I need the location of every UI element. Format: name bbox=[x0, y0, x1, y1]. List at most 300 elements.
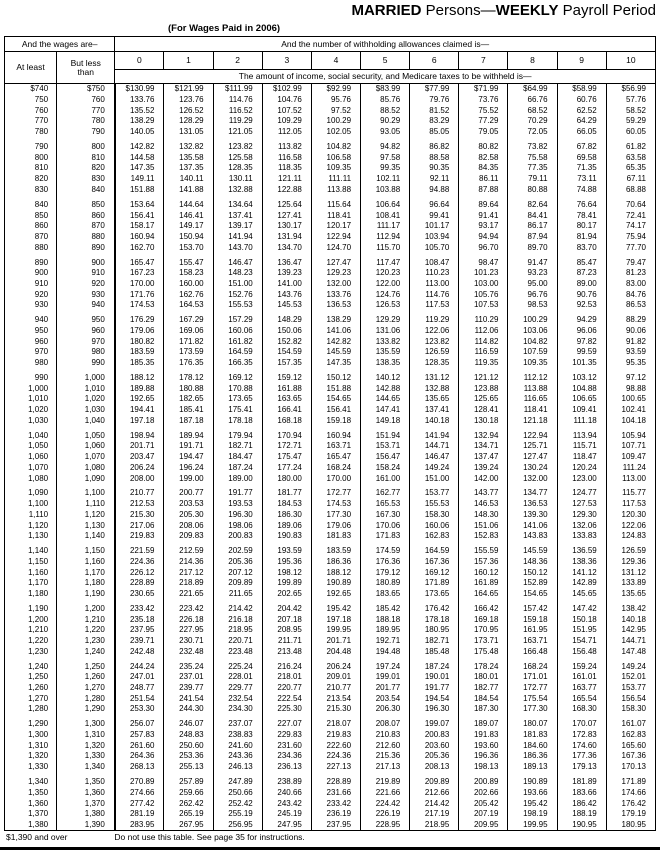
tax-amount: 116.59 bbox=[459, 347, 508, 358]
table-row bbox=[5, 373, 656, 384]
tax-amount: 252.42 bbox=[213, 798, 262, 809]
tax-amount: 104.82 bbox=[508, 336, 557, 347]
wage-but-less-than: 1,070 bbox=[57, 452, 115, 463]
tax-amount: 177.30 bbox=[508, 704, 557, 715]
tax-amount: 145.65 bbox=[557, 589, 606, 600]
tax-amount: 218.95 bbox=[213, 625, 262, 636]
tax-amount: 170.13 bbox=[606, 762, 655, 773]
tax-amount: 132.88 bbox=[213, 184, 262, 195]
tax-amount: 244.24 bbox=[115, 661, 164, 672]
tax-amount: 122.88 bbox=[262, 184, 311, 195]
tax-amount: 198.94 bbox=[115, 430, 164, 441]
wage-but-less-than: 1,150 bbox=[57, 546, 115, 557]
wage-at-least: 1,040 bbox=[28, 430, 49, 440]
tax-amount: 230.65 bbox=[115, 589, 164, 600]
wage-but-less-than: 810 bbox=[57, 152, 115, 163]
tax-amount: 90.35 bbox=[410, 163, 459, 174]
tax-amount: 94.29 bbox=[557, 315, 606, 326]
table-row bbox=[5, 510, 656, 521]
tax-amount: 201.77 bbox=[361, 683, 410, 694]
tax-amount: 243.36 bbox=[213, 751, 262, 762]
tax-amount: 107.71 bbox=[606, 441, 655, 452]
tax-amount: 199.95 bbox=[311, 625, 360, 636]
tax-amount: 122.00 bbox=[361, 279, 410, 290]
tax-amount: 163.71 bbox=[311, 441, 360, 452]
tax-amount: 160.12 bbox=[459, 567, 508, 578]
wage-but-less-than: $750 bbox=[57, 84, 115, 95]
wage-but-less-than: 1,030 bbox=[57, 405, 115, 416]
tax-amount: 195.42 bbox=[508, 798, 557, 809]
title-persons: Persons— bbox=[421, 2, 496, 19]
tax-amount: 73.76 bbox=[459, 95, 508, 106]
tax-amount: 117.53 bbox=[606, 499, 655, 510]
tax-amount: 165.47 bbox=[311, 452, 360, 463]
tax-amount: 179.06 bbox=[115, 326, 164, 337]
table-row bbox=[5, 557, 656, 568]
wage-at-least: 1,340 bbox=[28, 777, 49, 787]
tax-amount: 220.77 bbox=[262, 683, 311, 694]
allowances-header: And the number of withholding allowances claimed is— bbox=[115, 37, 656, 52]
tax-amount: 118.41 bbox=[508, 405, 557, 416]
tax-amount: 195.42 bbox=[311, 604, 360, 615]
wage-at-least: 1,250 bbox=[28, 672, 49, 682]
tax-amount: 186.42 bbox=[557, 798, 606, 809]
tax-amount: 100.65 bbox=[606, 394, 655, 405]
tax-amount: 64.29 bbox=[557, 116, 606, 127]
tax-amount: 225.24 bbox=[213, 661, 262, 672]
wage-but-less-than: 850 bbox=[57, 199, 115, 210]
tax-amount: 131.05 bbox=[164, 127, 213, 138]
tax-amount: 177.30 bbox=[311, 510, 360, 521]
wage-at-least: 1,320 bbox=[28, 751, 49, 761]
table-row bbox=[5, 441, 656, 452]
tax-amount: 178.24 bbox=[459, 661, 508, 672]
wage-at-least: $740 bbox=[30, 84, 49, 94]
tax-amount: 156.41 bbox=[115, 210, 164, 221]
tax-amount: 146.41 bbox=[164, 210, 213, 221]
tax-amount: 137.35 bbox=[164, 163, 213, 174]
table-row bbox=[5, 531, 656, 542]
tax-amount: 153.77 bbox=[410, 488, 459, 499]
tax-amount: 236.13 bbox=[262, 762, 311, 773]
tax-amount: 201.71 bbox=[115, 441, 164, 452]
wage-at-least: 1,370 bbox=[28, 809, 49, 819]
tax-amount: 161.89 bbox=[459, 578, 508, 589]
tax-amount: 119.29 bbox=[410, 315, 459, 326]
tax-amount: 197.18 bbox=[115, 415, 164, 426]
table-row bbox=[5, 405, 656, 416]
wage-but-less-than: 970 bbox=[57, 336, 115, 347]
table-row bbox=[5, 672, 656, 683]
tax-amount: 222.60 bbox=[311, 740, 360, 751]
wage-at-least: 830 bbox=[34, 184, 49, 194]
tax-amount: 136.47 bbox=[262, 257, 311, 268]
tax-amount: 143.83 bbox=[508, 531, 557, 542]
tax-amount: 170.00 bbox=[311, 473, 360, 484]
tax-amount: 126.53 bbox=[361, 300, 410, 311]
wage-but-less-than: 860 bbox=[57, 210, 115, 221]
tax-amount: 174.66 bbox=[606, 788, 655, 799]
tax-amount: 217.06 bbox=[115, 520, 164, 531]
tax-amount: 203.47 bbox=[115, 452, 164, 463]
tax-amount: 178.18 bbox=[410, 614, 459, 625]
tax-amount: 180.00 bbox=[262, 473, 311, 484]
tax-amount: 103.06 bbox=[508, 326, 557, 337]
tax-amount: 200.83 bbox=[213, 531, 262, 542]
tax-amount: 188.12 bbox=[311, 567, 360, 578]
tax-amount: 190.83 bbox=[262, 531, 311, 542]
tax-amount: 188.18 bbox=[361, 614, 410, 625]
tax-amount: 215.30 bbox=[311, 704, 360, 715]
tax-amount: $64.99 bbox=[508, 84, 557, 95]
table-row bbox=[5, 499, 656, 510]
tax-amount: 205.36 bbox=[213, 557, 262, 568]
wage-but-less-than: 1,050 bbox=[57, 430, 115, 441]
tax-amount: 94.94 bbox=[459, 232, 508, 243]
tax-amount: 71.35 bbox=[557, 163, 606, 174]
tax-amount: 148.36 bbox=[508, 557, 557, 568]
allowance-col-5: 5 bbox=[361, 52, 410, 70]
tax-amount: 235.24 bbox=[164, 661, 213, 672]
tax-amount: 134.77 bbox=[508, 488, 557, 499]
wage-at-least: 1,070 bbox=[28, 462, 49, 472]
tax-amount: 138.35 bbox=[361, 358, 410, 369]
table-row bbox=[5, 127, 656, 138]
tax-amount: 182.71 bbox=[410, 636, 459, 647]
tax-amount: 237.95 bbox=[311, 820, 360, 831]
tax-amount: 150.94 bbox=[164, 232, 213, 243]
tax-amount: 191.83 bbox=[459, 730, 508, 741]
wage-at-least: 920 bbox=[34, 289, 49, 299]
tax-amount: 66.76 bbox=[508, 95, 557, 106]
wage-but-less-than: 1,140 bbox=[57, 531, 115, 542]
tax-amount: 164.65 bbox=[459, 589, 508, 600]
wage-at-least: 1,310 bbox=[28, 740, 49, 750]
tax-amount: 214.42 bbox=[410, 798, 459, 809]
tax-amount: 87.23 bbox=[557, 268, 606, 279]
tax-amount: 172.77 bbox=[311, 488, 360, 499]
wage-at-least: 1,240 bbox=[28, 661, 49, 671]
wage-but-less-than: 890 bbox=[57, 242, 115, 253]
tax-amount: 156.54 bbox=[606, 693, 655, 704]
wage-at-least: 840 bbox=[34, 199, 49, 209]
table-row bbox=[5, 704, 656, 715]
wage-but-less-than: 790 bbox=[57, 127, 115, 138]
tax-amount: 148.30 bbox=[459, 510, 508, 521]
tax-amount: 180.95 bbox=[410, 625, 459, 636]
tax-amount: 185.42 bbox=[361, 604, 410, 615]
tax-amount: 91.47 bbox=[508, 257, 557, 268]
tax-amount: 151.95 bbox=[557, 625, 606, 636]
tax-amount: 60.05 bbox=[606, 127, 655, 138]
tax-amount: 187.24 bbox=[213, 462, 262, 473]
tax-amount: 259.66 bbox=[164, 788, 213, 799]
tax-amount: 233.42 bbox=[115, 604, 164, 615]
tax-amount: 161.88 bbox=[262, 383, 311, 394]
tax-amount: 198.06 bbox=[213, 520, 262, 531]
tax-amount: 111.18 bbox=[557, 415, 606, 426]
tax-amount: 185.41 bbox=[164, 405, 213, 416]
tax-amount: 200.83 bbox=[410, 730, 459, 741]
table-row bbox=[5, 289, 656, 300]
tax-amount: 109.47 bbox=[606, 452, 655, 463]
tax-amount: 176.42 bbox=[606, 798, 655, 809]
tax-amount: 115.77 bbox=[606, 488, 655, 499]
tax-amount: 184.47 bbox=[213, 452, 262, 463]
tax-amount: 133.82 bbox=[361, 336, 410, 347]
tax-amount: 134.64 bbox=[213, 199, 262, 210]
table-row bbox=[5, 142, 656, 153]
tax-amount: 109.41 bbox=[557, 405, 606, 416]
tax-amount: 118.41 bbox=[311, 210, 360, 221]
tax-amount: 257.89 bbox=[164, 777, 213, 788]
tax-amount: 107.53 bbox=[459, 300, 508, 311]
tax-amount: 209.95 bbox=[459, 820, 508, 831]
tax-amount: 145.59 bbox=[311, 347, 360, 358]
wage-but-less-than: 1,280 bbox=[57, 693, 115, 704]
tax-amount: 180.88 bbox=[164, 383, 213, 394]
tax-amount: 175.47 bbox=[262, 452, 311, 463]
tax-amount: 128.35 bbox=[213, 163, 262, 174]
tax-amount: 134.70 bbox=[262, 242, 311, 253]
tax-amount: 67.82 bbox=[557, 142, 606, 153]
wage-at-least: 1,080 bbox=[28, 473, 49, 483]
allowance-col-2: 2 bbox=[213, 52, 262, 70]
tax-amount: 147.41 bbox=[361, 405, 410, 416]
table-row bbox=[5, 730, 656, 741]
tax-amount: 166.41 bbox=[262, 405, 311, 416]
wage-at-least: 890 bbox=[34, 257, 49, 267]
tax-amount: 170.07 bbox=[557, 719, 606, 730]
tax-amount: 227.07 bbox=[262, 719, 311, 730]
tax-amount: 277.42 bbox=[115, 798, 164, 809]
tax-amount: 236.19 bbox=[311, 809, 360, 820]
tax-amount: 185.35 bbox=[115, 358, 164, 369]
tax-amount: 182.77 bbox=[459, 683, 508, 694]
tax-amount: 219.83 bbox=[311, 730, 360, 741]
table-row bbox=[5, 683, 656, 694]
tax-amount: 193.53 bbox=[213, 499, 262, 510]
wage-at-least: 940 bbox=[34, 315, 49, 325]
tax-amount: 134.71 bbox=[459, 441, 508, 452]
wage-but-less-than: 1,250 bbox=[57, 661, 115, 672]
tax-amount: 244.30 bbox=[164, 704, 213, 715]
tax-amount: 102.11 bbox=[361, 174, 410, 185]
table-row bbox=[5, 326, 656, 337]
tax-amount: 261.60 bbox=[115, 740, 164, 751]
tax-amount: 162.76 bbox=[164, 289, 213, 300]
wage-at-least: 910 bbox=[34, 278, 49, 288]
tax-amount: 172.77 bbox=[508, 683, 557, 694]
tax-amount: 247.89 bbox=[213, 777, 262, 788]
tax-amount: 180.82 bbox=[115, 336, 164, 347]
tax-amount: 155.47 bbox=[164, 257, 213, 268]
tax-amount: 184.54 bbox=[459, 693, 508, 704]
tax-amount: $71.99 bbox=[459, 84, 508, 95]
tax-amount: 85.76 bbox=[361, 95, 410, 106]
tax-amount: 151.94 bbox=[361, 430, 410, 441]
tax-amount: 168.24 bbox=[311, 462, 360, 473]
tax-amount: 227.13 bbox=[311, 762, 360, 773]
tax-amount: 187.18 bbox=[164, 415, 213, 426]
wage-but-less-than: 1,390 bbox=[57, 820, 115, 831]
tax-amount: 107.59 bbox=[508, 347, 557, 358]
tax-amount: 175.41 bbox=[213, 405, 262, 416]
tax-amount: 180.01 bbox=[459, 672, 508, 683]
tax-amount: 238.89 bbox=[262, 777, 311, 788]
table-row bbox=[5, 546, 656, 557]
tax-amount: 89.00 bbox=[557, 279, 606, 290]
tax-amount: 198.12 bbox=[262, 567, 311, 578]
tax-amount: 208.13 bbox=[410, 762, 459, 773]
tax-amount: 75.94 bbox=[606, 232, 655, 243]
tax-amount: 189.00 bbox=[213, 473, 262, 484]
tax-amount: 62.52 bbox=[557, 105, 606, 116]
tax-amount: 210.77 bbox=[115, 488, 164, 499]
wage-at-least: 810 bbox=[34, 163, 49, 173]
table-row bbox=[5, 636, 656, 647]
table-row bbox=[5, 751, 656, 762]
tax-amount: 141.06 bbox=[311, 326, 360, 337]
tax-amount: 203.54 bbox=[361, 693, 410, 704]
tax-amount: 83.29 bbox=[410, 116, 459, 127]
tax-amount: 90.29 bbox=[361, 116, 410, 127]
tax-amount: 203.53 bbox=[164, 499, 213, 510]
tax-amount: 112.94 bbox=[361, 232, 410, 243]
tax-amount: 158.24 bbox=[361, 462, 410, 473]
tax-amount: 170.94 bbox=[262, 430, 311, 441]
tax-amount: 128.29 bbox=[164, 116, 213, 127]
tax-amount: 166.35 bbox=[213, 358, 262, 369]
wage-at-least: 880 bbox=[34, 242, 49, 252]
tax-amount: 80.17 bbox=[557, 221, 606, 232]
tax-amount: 201.71 bbox=[311, 636, 360, 647]
tax-amount: 172.71 bbox=[262, 441, 311, 452]
wage-but-less-than: 1,320 bbox=[57, 740, 115, 751]
tax-amount: 132.00 bbox=[311, 279, 360, 290]
tax-amount: 189.13 bbox=[508, 762, 557, 773]
tax-amount: 209.83 bbox=[164, 531, 213, 542]
wage-but-less-than: 920 bbox=[57, 279, 115, 290]
tax-amount: 136.59 bbox=[557, 546, 606, 557]
tax-amount: 174.53 bbox=[311, 499, 360, 510]
tax-amount: 140.11 bbox=[164, 174, 213, 185]
tax-amount: 110.29 bbox=[459, 315, 508, 326]
table-row bbox=[5, 279, 656, 290]
tax-amount: 193.59 bbox=[262, 546, 311, 557]
tax-amount: 81.23 bbox=[606, 268, 655, 279]
tax-amount: 204.42 bbox=[262, 604, 311, 615]
tax-amount: 158.30 bbox=[410, 510, 459, 521]
tax-amount: 136.53 bbox=[311, 300, 360, 311]
tax-amount: 97.58 bbox=[361, 152, 410, 163]
tax-amount: 91.41 bbox=[459, 210, 508, 221]
tax-amount: 143.76 bbox=[262, 289, 311, 300]
tax-amount: 128.35 bbox=[410, 358, 459, 369]
tax-amount: 87.94 bbox=[508, 232, 557, 243]
tax-amount: 189.95 bbox=[361, 625, 410, 636]
tax-amount: 166.48 bbox=[508, 646, 557, 657]
wage-at-least: 770 bbox=[34, 116, 49, 126]
wage-but-less-than: 1,000 bbox=[57, 373, 115, 384]
tax-amount: 132.00 bbox=[508, 473, 557, 484]
tax-amount: 129.23 bbox=[311, 268, 360, 279]
tax-amount: 179.13 bbox=[557, 762, 606, 773]
wage-but-less-than: 780 bbox=[57, 116, 115, 127]
tax-amount: 198.19 bbox=[508, 809, 557, 820]
tax-amount: 197.18 bbox=[311, 614, 360, 625]
withholding-table bbox=[4, 36, 656, 831]
tax-amount: 140.05 bbox=[115, 127, 164, 138]
tax-amount: 90.06 bbox=[606, 326, 655, 337]
tax-amount: 163.65 bbox=[262, 394, 311, 405]
tax-amount: 160.94 bbox=[311, 430, 360, 441]
tax-amount: 117.47 bbox=[361, 257, 410, 268]
tax-amount: 194.47 bbox=[164, 452, 213, 463]
tax-amount: 181.89 bbox=[557, 777, 606, 788]
tax-amount: 150.12 bbox=[311, 373, 360, 384]
title-weekly: WEEKLY bbox=[495, 2, 559, 19]
tax-amount: 208.95 bbox=[262, 625, 311, 636]
tax-amount: 129.30 bbox=[557, 510, 606, 521]
tax-amount: 127.47 bbox=[508, 452, 557, 463]
tax-amount: 202.66 bbox=[459, 788, 508, 799]
tax-amount: 231.60 bbox=[262, 740, 311, 751]
tax-amount: 112.12 bbox=[508, 373, 557, 384]
tax-amount: 200.89 bbox=[459, 777, 508, 788]
title-payroll-period: Payroll Period bbox=[558, 2, 656, 19]
tax-amount: 190.95 bbox=[557, 820, 606, 831]
wage-at-least: 750 bbox=[34, 95, 49, 105]
table-row bbox=[5, 221, 656, 232]
wage-but-less-than: 1,040 bbox=[57, 415, 115, 426]
tax-amount: 253.36 bbox=[164, 751, 213, 762]
tax-amount: 138.42 bbox=[606, 604, 655, 615]
tax-amount: 98.88 bbox=[606, 383, 655, 394]
tax-amount: 70.64 bbox=[606, 199, 655, 210]
tax-amount: 214.36 bbox=[164, 557, 213, 568]
tax-amount: 135.58 bbox=[164, 152, 213, 163]
tax-amount: 253.30 bbox=[115, 704, 164, 715]
tax-amount: 237.95 bbox=[115, 625, 164, 636]
table-row bbox=[5, 257, 656, 268]
tax-amount: 91.82 bbox=[606, 336, 655, 347]
tax-amount: 162.77 bbox=[361, 488, 410, 499]
tax-amount: 256.95 bbox=[213, 820, 262, 831]
tax-amount: 183.59 bbox=[311, 546, 360, 557]
tax-amount: 250.66 bbox=[213, 788, 262, 799]
wage-but-less-than: 980 bbox=[57, 347, 115, 358]
tax-amount: 89.64 bbox=[459, 199, 508, 210]
tax-amount: 72.41 bbox=[606, 210, 655, 221]
tax-amount: 229.83 bbox=[262, 730, 311, 741]
allowance-col-3: 3 bbox=[262, 52, 311, 70]
tax-amount: 267.95 bbox=[164, 820, 213, 831]
wage-at-least: 860 bbox=[34, 221, 49, 231]
tax-amount: 220.71 bbox=[213, 636, 262, 647]
tax-amount: 212.59 bbox=[164, 546, 213, 557]
tax-amount: 199.07 bbox=[410, 719, 459, 730]
tax-amount: 119.35 bbox=[459, 358, 508, 369]
tax-amount: 161.01 bbox=[557, 672, 606, 683]
tax-amount: 146.47 bbox=[410, 452, 459, 463]
tax-amount: 93.23 bbox=[508, 268, 557, 279]
wage-at-least: 1,100 bbox=[28, 499, 49, 509]
tax-amount: 147.42 bbox=[557, 604, 606, 615]
wage-at-least: 1,000 bbox=[28, 383, 49, 393]
tax-amount: 188.12 bbox=[115, 373, 164, 384]
table-row bbox=[5, 614, 656, 625]
